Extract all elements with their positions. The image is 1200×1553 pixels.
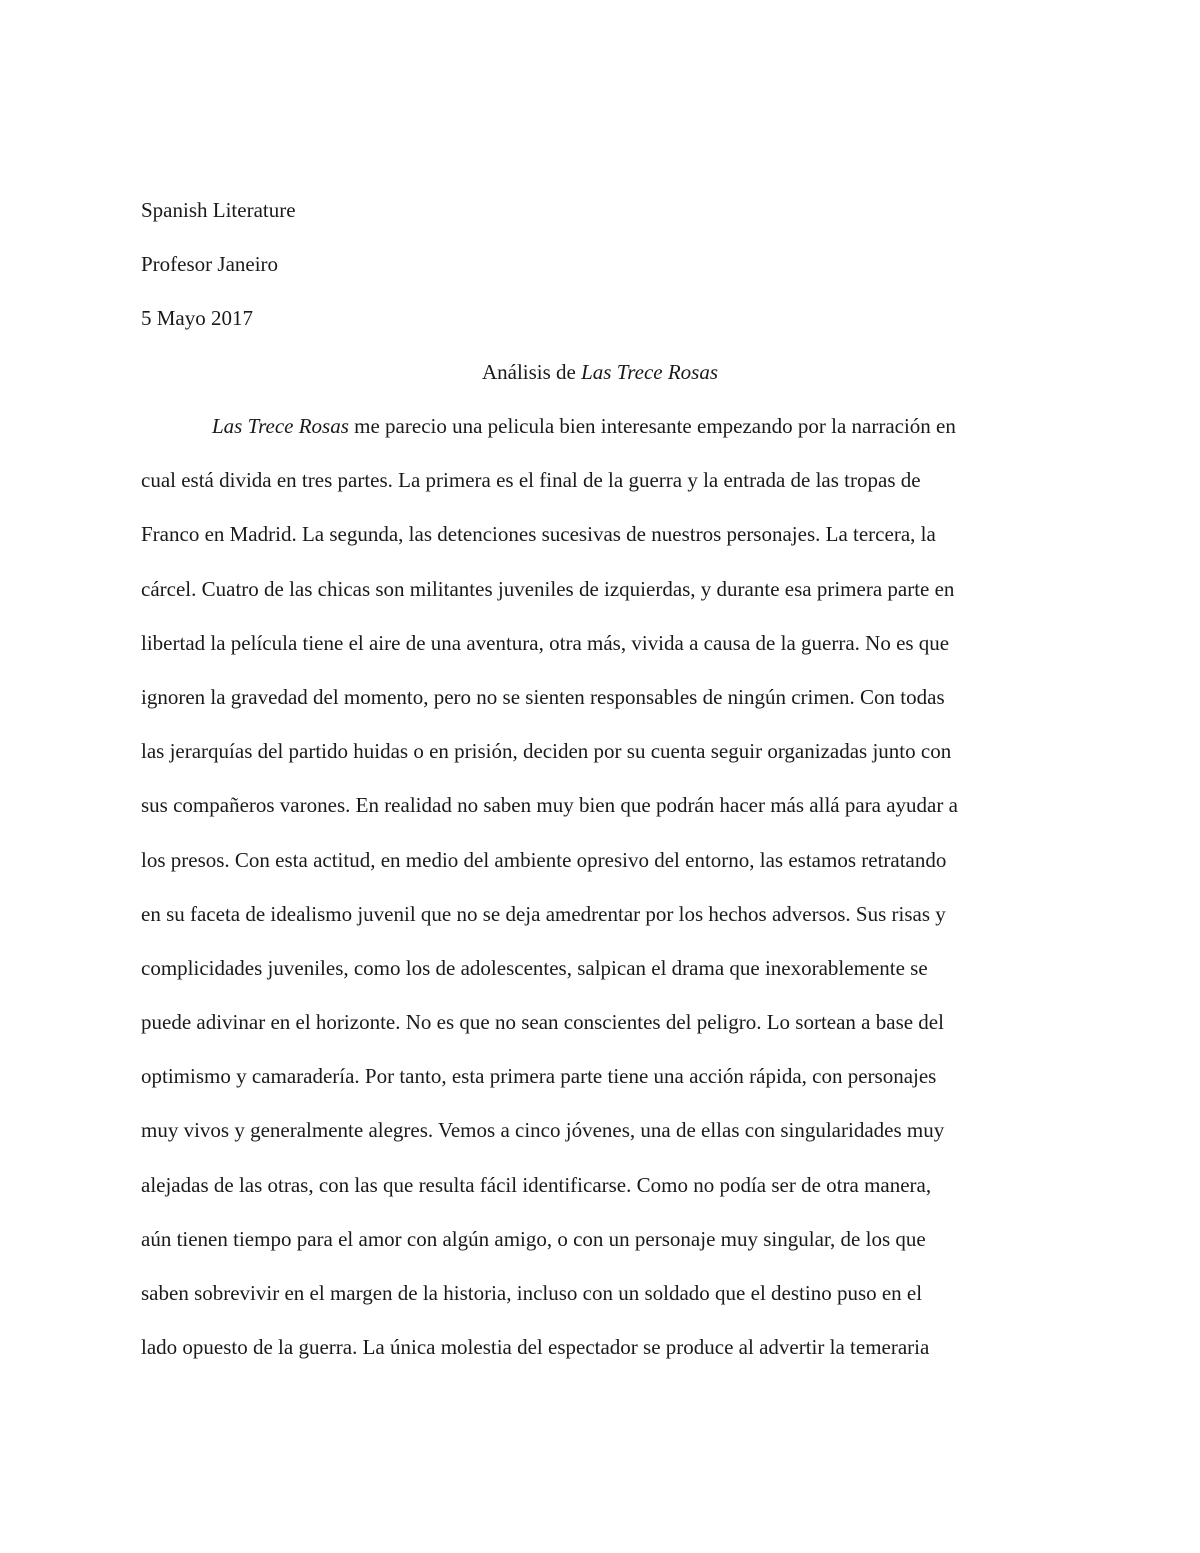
first-line-text: me parecio una pelicula bien interesante empezando por la narración en: [348, 414, 956, 438]
paragraph-line: libertad la película tiene el aire de una aventura, otra más, vivida a causa de la guerra. No es que: [141, 630, 950, 655]
document-date: 5 Mayo 2017: [141, 306, 253, 331]
paragraph-line: los presos. Con esta actitud, en medio del ambiente opresivo del entorno, las estamos retratando: [141, 847, 947, 872]
title-film: Las Trece Rosas: [581, 360, 719, 384]
paragraph-line: saben sobrevivir en el margen de la historia, incluso con un soldado que el destino puso en el: [141, 1281, 923, 1305]
title-prefix: Análisis de: [481, 360, 582, 384]
paragraph-line: puede adivinar en el horizonte. No es que no sean conscientes del peligro. Lo sortean a base del: [141, 1010, 944, 1035]
paragraph-line: cárcel. Cuatro de las chicas son militantes juveniles de izquierdas, y durante esa primera parte en: [141, 576, 955, 601]
paragraph-line: sus compañeros varones. En realidad no saben muy bien que podrán hacer más allá para ayudar a: [141, 793, 958, 818]
header-block: [141, 195, 296, 358]
document-title: [141, 357, 1059, 387]
paragraph-line: aún tienen tiempo para el amor con algún amigo, o con un personaje muy singular, de los que: [141, 1226, 926, 1251]
paragraph-line: alejadas de las otras, con las que resulta fácil identificarse. Como no podía ser de otra manera,: [141, 1172, 932, 1197]
paragraph-line: muy vivos y generalmente alegres. Vemos a cinco jóvenes, una de ellas con singularidades muy: [141, 1118, 945, 1143]
paragraph-line: optimismo y camaradería. Por tanto, esta primera parte tiene una acción rápida, con personajes: [141, 1064, 937, 1089]
film-name-inline: Las Trece Rosas: [212, 414, 349, 438]
course-name: Spanish Literature: [141, 198, 296, 222]
body-paragraph: [141, 411, 1071, 1386]
paragraph-line: cual está divida en tres partes. La primera es el final de la guerra y la entrada de las tropas de: [141, 468, 921, 493]
paragraph-line: lado opuesto de la guerra. La única molestia del espectador se produce al advertir la temeraria: [141, 1335, 930, 1360]
professor-name: Profesor Janeiro: [141, 252, 279, 277]
paragraph-line: [141, 411, 1071, 465]
paragraph-line: en su faceta de idealismo juvenil que no se deja amedrentar por los hechos adversos. Sus risas y: [141, 901, 946, 926]
paragraph-line: complicidades juveniles, como los de adolescentes, salpican el drama que inexorablemente se: [141, 955, 928, 980]
paragraph-line: las jerarquías del partido huidas o en prisión, deciden por su cuenta seguir organizadas junto con: [141, 739, 952, 764]
paragraph-line: Franco en Madrid. La segunda, las detenciones sucesivas de nuestros personajes. La tercera, la: [141, 522, 936, 547]
paragraph-line: ignoren la gravedad del momento, pero no se sienten responsables de ningún crimen. Con todas: [141, 684, 945, 709]
